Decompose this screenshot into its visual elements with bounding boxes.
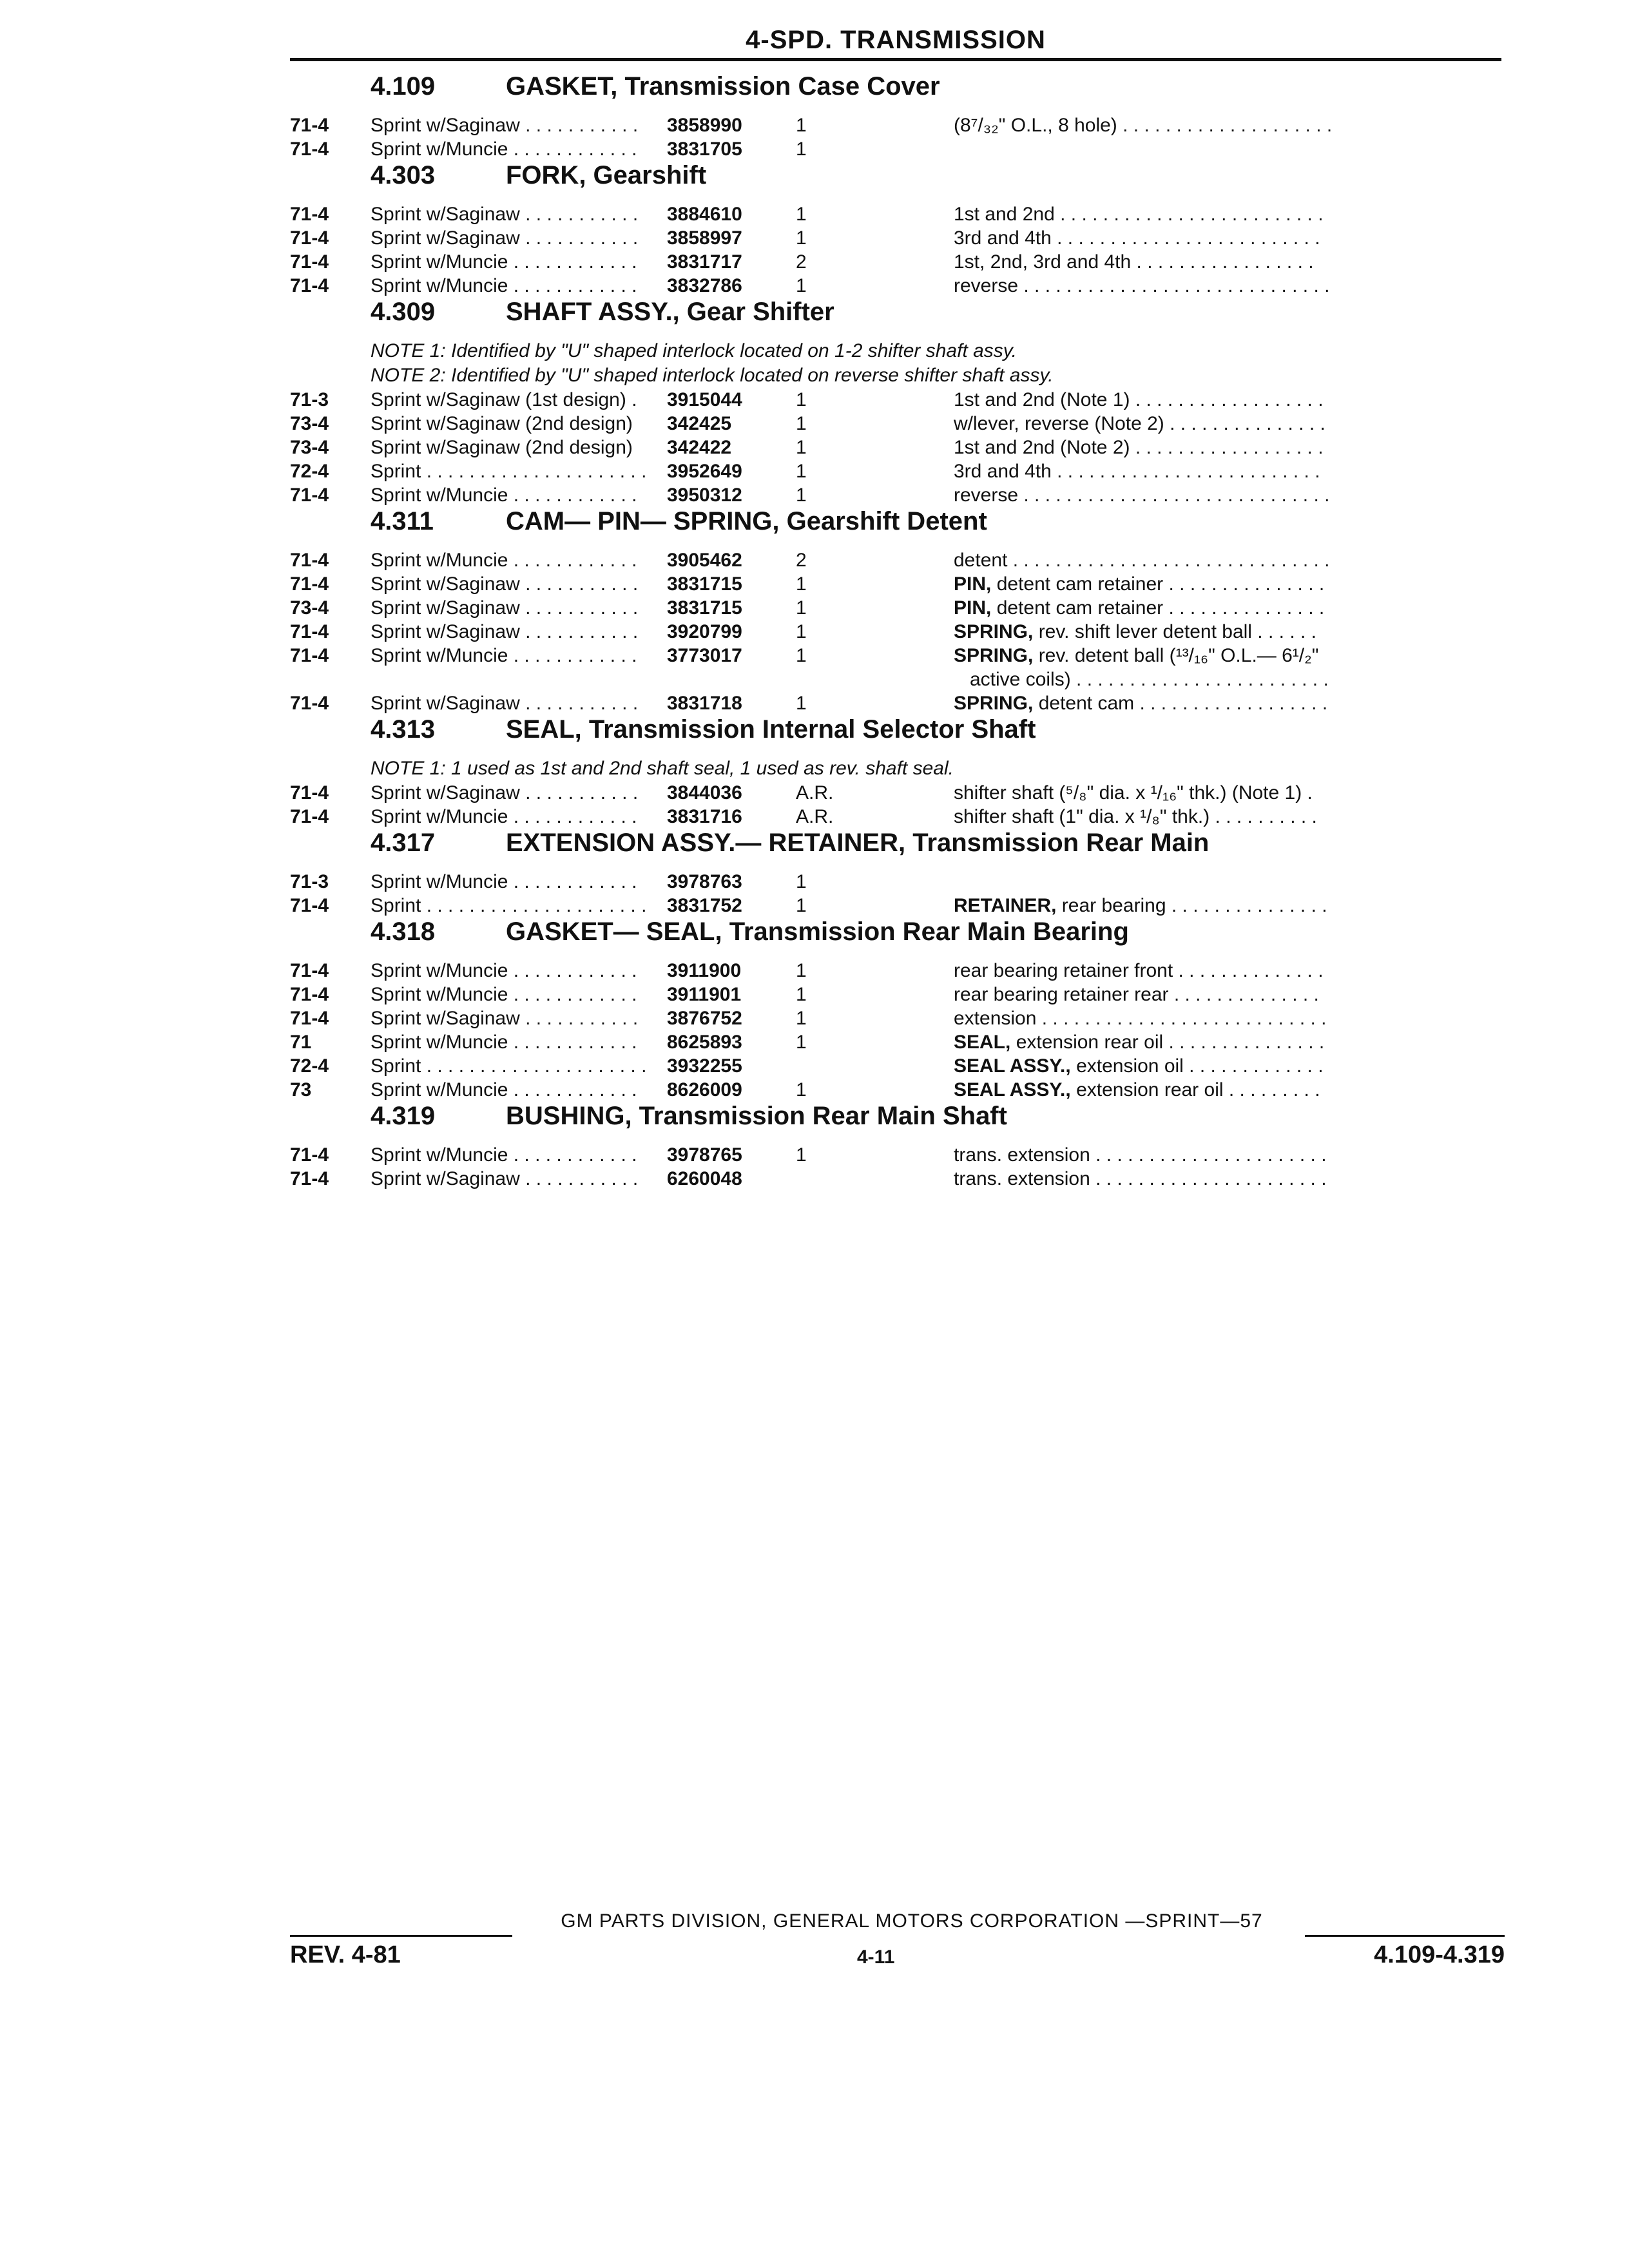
table-row — [290, 274, 1505, 298]
part-number: 3831717 — [667, 251, 742, 273]
description-text: extension rear oil . . . . . . . . . . . . . . . — [1010, 1032, 1325, 1053]
footer-rule-right — [1305, 1935, 1505, 1937]
description-text: detent . . . . . . . . . . . . . . . . . . . . . . . . . . . . . . — [954, 550, 1330, 571]
revision-label: REV. 4-81 — [290, 1941, 401, 1968]
application: Sprint w/Saginaw (1st design) . — [371, 389, 637, 410]
description — [954, 483, 1505, 507]
table-row — [290, 113, 1505, 137]
description-label: SEAL ASSY., — [954, 1079, 1071, 1100]
description-text: 1st, 2nd, 3rd and 4th . . . . . . . . . . . . . . . . . — [954, 251, 1314, 273]
part-number: 3773017 — [667, 645, 742, 666]
model-year: 71-4 — [290, 1144, 329, 1166]
description — [954, 691, 1505, 715]
quantity: 1 — [796, 485, 807, 506]
section-title: GASKET— SEAL, Transmission Rear Main Bearing — [506, 918, 1129, 946]
section-number: 4.313 — [371, 715, 436, 744]
application: Sprint w/Muncie . . . . . . . . . . . . — [371, 806, 637, 827]
quantity: 1 — [796, 960, 807, 981]
description — [954, 596, 1505, 620]
model-year: 71 — [290, 1032, 312, 1053]
application: Sprint w/Muncie . . . . . . . . . . . . — [371, 871, 637, 892]
description-text: 3rd and 4th . . . . . . . . . . . . . . . . . . . . . . . . . — [954, 227, 1320, 249]
application: Sprint w/Muncie . . . . . . . . . . . . — [371, 960, 637, 981]
description-continuation: active coils) . . . . . . . . . . . . . . . . . . . . . . . . — [970, 669, 1329, 690]
model-year: 71-4 — [290, 227, 329, 249]
description-text: reverse . . . . . . . . . . . . . . . . . . . . . . . . . . . . . — [954, 485, 1330, 506]
section-number: 4.311 — [371, 507, 434, 535]
quantity: 1 — [796, 984, 807, 1005]
quantity: 1 — [796, 227, 807, 249]
description-text: rev. shift lever detent ball . . . . . . — [1033, 621, 1316, 642]
model-year: 73 — [290, 1079, 312, 1100]
part-number: 3832786 — [667, 275, 742, 296]
description — [954, 1167, 1505, 1191]
description — [954, 459, 1505, 483]
description-label: PIN, — [954, 597, 992, 619]
description — [954, 113, 1505, 137]
quantity: 2 — [796, 251, 807, 273]
description — [954, 412, 1505, 436]
description — [954, 388, 1505, 412]
model-year: 71-3 — [290, 389, 329, 410]
parts-list — [290, 72, 1505, 1191]
model-year: 71-4 — [290, 1168, 329, 1189]
part-number: 8625893 — [667, 1032, 742, 1053]
section-title: SEAL, Transmission Internal Selector Shaft — [506, 715, 1036, 744]
table-row — [290, 483, 1505, 507]
table-row — [290, 250, 1505, 274]
table-row — [290, 894, 1505, 918]
application: Sprint w/Muncie . . . . . . . . . . . . — [371, 1079, 637, 1100]
footer-organization: GM PARTS DIVISION, GENERAL MOTORS CORPORATION —SPRINT—57 — [561, 1910, 1263, 1932]
part-number: 3905462 — [667, 550, 742, 571]
section-title: EXTENSION ASSY.— RETAINER, Transmission Rear Main — [506, 829, 1210, 857]
part-number: 3831752 — [667, 895, 742, 916]
part-number: 3978763 — [667, 871, 742, 892]
section-4-311 — [290, 507, 1505, 715]
description-text: rear bearing retainer rear . . . . . . . . . . . . . . — [954, 984, 1319, 1005]
section-number: 4.318 — [371, 918, 436, 946]
model-year: 72-4 — [290, 1055, 329, 1077]
application: Sprint w/Saginaw . . . . . . . . . . . — [371, 227, 639, 249]
description-text: rear bearing . . . . . . . . . . . . . . . — [1056, 895, 1327, 916]
description-label: SEAL, — [954, 1032, 1011, 1053]
table-row — [290, 572, 1505, 596]
description — [954, 781, 1505, 805]
description — [954, 1078, 1505, 1102]
model-year: 73-4 — [290, 437, 329, 458]
section-number: 4.109 — [371, 72, 436, 101]
application: Sprint w/Muncie . . . . . . . . . . . . — [371, 984, 637, 1005]
description — [954, 983, 1505, 1006]
table-row — [290, 781, 1505, 805]
section-heading — [290, 298, 1505, 339]
part-number: 3858997 — [667, 227, 742, 249]
application: Sprint w/Muncie . . . . . . . . . . . . — [371, 1032, 637, 1053]
table-row — [290, 202, 1505, 226]
description — [954, 894, 1505, 918]
application: Sprint w/Saginaw . . . . . . . . . . . — [371, 621, 639, 642]
description-text: detent cam retainer . . . . . . . . . . . . . . . — [991, 573, 1325, 595]
section-heading — [290, 161, 1505, 202]
section-note: NOTE 2: Identified by "U" shaped interlock located on reverse shifter shaft assy. — [371, 365, 1054, 386]
part-number: 3831715 — [667, 597, 742, 619]
application: Sprint w/Saginaw . . . . . . . . . . . — [371, 1168, 639, 1189]
application: Sprint w/Muncie . . . . . . . . . . . . — [371, 485, 637, 506]
part-number: 3911901 — [667, 984, 742, 1005]
description-label: SPRING, — [954, 693, 1034, 714]
quantity: 1 — [796, 413, 807, 434]
part-number: 3831705 — [667, 139, 742, 160]
description-text: shifter shaft (1" dia. x ¹/₈" thk.) . . . . . . . . . . — [954, 806, 1317, 827]
page-number: 4-11 — [857, 1946, 895, 1968]
model-year: 71-4 — [290, 645, 329, 666]
description — [954, 1143, 1505, 1167]
application: Sprint w/Saginaw . . . . . . . . . . . — [371, 1008, 639, 1029]
description — [954, 274, 1505, 298]
description-label: SEAL ASSY., — [954, 1055, 1071, 1077]
section-note: NOTE 1: 1 used as 1st and 2nd shaft seal, 1 used as rev. shaft seal. — [371, 758, 954, 779]
model-year: 71-4 — [290, 1008, 329, 1029]
description — [954, 1006, 1505, 1030]
model-year: 71-4 — [290, 115, 329, 136]
description-text: trans. extension . . . . . . . . . . . . . . . . . . . . . . — [954, 1168, 1327, 1189]
table-row — [290, 1054, 1505, 1078]
part-number: 3858990 — [667, 115, 742, 136]
quantity: 1 — [796, 645, 807, 666]
quantity: 1 — [796, 693, 807, 714]
description-text: shifter shaft (⁵/₈" dia. x ¹/₁₆" thk.) (Note 1) . — [954, 782, 1313, 803]
model-year: 71-4 — [290, 275, 329, 296]
application: Sprint w/Saginaw (2nd design) — [371, 413, 633, 434]
part-number: 3884610 — [667, 204, 742, 225]
part-number: 8626009 — [667, 1079, 742, 1100]
description-text: detent cam . . . . . . . . . . . . . . . . . . — [1033, 693, 1328, 714]
quantity: 1 — [796, 437, 807, 458]
description-text: extension rear oil . . . . . . . . . — [1070, 1079, 1320, 1100]
application: Sprint w/Saginaw . . . . . . . . . . . — [371, 115, 639, 136]
section-4-309 — [290, 298, 1505, 507]
part-number: 3911900 — [667, 960, 742, 981]
quantity: 1 — [796, 204, 807, 225]
table-row — [290, 412, 1505, 436]
section-4-318 — [290, 918, 1505, 1102]
application: Sprint w/Muncie . . . . . . . . . . . . — [371, 1144, 637, 1166]
table-row — [290, 548, 1505, 572]
application: Sprint w/Saginaw (2nd design) — [371, 437, 633, 458]
model-year: 71-4 — [290, 573, 329, 595]
description — [954, 620, 1505, 644]
table-row — [290, 226, 1505, 250]
application: Sprint . . . . . . . . . . . . . . . . . . . . . — [371, 1055, 647, 1077]
quantity: 2 — [796, 550, 807, 571]
part-number: 3932255 — [667, 1055, 742, 1077]
part-number: 3978765 — [667, 1144, 742, 1166]
section-title: BUSHING, Transmission Rear Main Shaft — [506, 1102, 1007, 1130]
model-year: 71-4 — [290, 139, 329, 160]
application: Sprint w/Saginaw . . . . . . . . . . . — [371, 204, 639, 225]
description — [954, 436, 1505, 459]
section-heading — [290, 715, 1505, 756]
quantity: 1 — [796, 621, 807, 642]
application: Sprint w/Muncie . . . . . . . . . . . . — [371, 550, 637, 571]
section-4-317 — [290, 829, 1505, 918]
application: Sprint w/Muncie . . . . . . . . . . . . — [371, 275, 637, 296]
quantity: 1 — [796, 1008, 807, 1029]
application: Sprint w/Muncie . . . . . . . . . . . . — [371, 251, 637, 273]
part-number: 342422 — [667, 437, 732, 458]
application: Sprint w/Saginaw . . . . . . . . . . . — [371, 597, 639, 619]
section-heading — [290, 72, 1505, 113]
page-title: 4-SPD. TRANSMISSION — [746, 26, 1046, 54]
part-number: 3844036 — [667, 782, 742, 803]
section-range: 4.109-4.319 — [1374, 1941, 1505, 1968]
section-heading — [290, 507, 1505, 548]
model-year: 73-4 — [290, 413, 329, 434]
table-row — [290, 459, 1505, 483]
description-label: RETAINER, — [954, 895, 1057, 916]
table-row — [290, 436, 1505, 459]
table-row — [290, 644, 1505, 691]
model-year: 71-4 — [290, 693, 329, 714]
table-row — [290, 983, 1505, 1006]
section-number: 4.317 — [371, 829, 436, 857]
quantity: 1 — [796, 115, 807, 136]
table-row — [290, 1078, 1505, 1102]
description-text: 1st and 2nd . . . . . . . . . . . . . . . . . . . . . . . . . — [954, 204, 1324, 225]
model-year: 71-4 — [290, 782, 329, 803]
quantity: 1 — [796, 573, 807, 595]
quantity: 1 — [796, 1144, 807, 1166]
quantity: 1 — [796, 461, 807, 482]
application: Sprint w/Saginaw . . . . . . . . . . . — [371, 693, 639, 714]
description — [954, 1030, 1505, 1054]
footer-rule-left — [290, 1935, 512, 1937]
part-number: 3831715 — [667, 573, 742, 595]
description — [954, 548, 1505, 572]
quantity: 1 — [796, 275, 807, 296]
description-text: rear bearing retainer front . . . . . . . . . . . . . . — [954, 960, 1324, 981]
model-year: 71-4 — [290, 204, 329, 225]
section-title: CAM— PIN— SPRING, Gearshift Detent — [506, 507, 987, 535]
table-row — [290, 137, 1505, 161]
quantity: 1 — [796, 139, 807, 160]
model-year: 71-4 — [290, 895, 329, 916]
description-label: PIN, — [954, 573, 992, 595]
quantity: A.R. — [796, 806, 834, 827]
application: Sprint . . . . . . . . . . . . . . . . . . . . . — [371, 895, 647, 916]
description — [954, 202, 1505, 226]
table-row — [290, 1143, 1505, 1167]
section-heading — [290, 829, 1505, 870]
section-4-313 — [290, 715, 1505, 829]
description-text: detent cam retainer . . . . . . . . . . . . . . . — [991, 597, 1325, 619]
section-title: FORK, Gearshift — [506, 161, 707, 189]
description-text: 3rd and 4th . . . . . . . . . . . . . . . . . . . . . . . . . — [954, 461, 1320, 482]
description — [954, 805, 1505, 829]
table-row — [290, 959, 1505, 983]
model-year: 71-4 — [290, 984, 329, 1005]
model-year: 71-4 — [290, 806, 329, 827]
part-number: 6260048 — [667, 1168, 742, 1189]
table-row — [290, 870, 1505, 894]
model-year: 71-4 — [290, 621, 329, 642]
table-row — [290, 596, 1505, 620]
description-text: 1st and 2nd (Note 1) . . . . . . . . . . . . . . . . . . — [954, 389, 1324, 410]
table-row — [290, 388, 1505, 412]
description — [954, 572, 1505, 596]
table-row — [290, 1030, 1505, 1054]
quantity: A.R. — [796, 782, 834, 803]
part-number: 3876752 — [667, 1008, 742, 1029]
section-4-109 — [290, 72, 1505, 161]
page-header — [290, 22, 1501, 61]
quantity: 1 — [796, 1079, 807, 1100]
model-year: 71-3 — [290, 871, 329, 892]
table-row — [290, 805, 1505, 829]
part-number: 3831718 — [667, 693, 742, 714]
description-text: extension oil . . . . . . . . . . . . . — [1070, 1055, 1324, 1077]
page-footer — [290, 1910, 1505, 1981]
table-row — [290, 691, 1505, 715]
model-year: 73-4 — [290, 597, 329, 619]
description-label: SPRING, — [954, 621, 1034, 642]
section-number: 4.309 — [371, 298, 436, 326]
quantity: 1 — [796, 895, 807, 916]
description-text: rev. detent ball (¹³/₁₆" O.L.— 6¹/₂" — [1033, 645, 1319, 666]
model-year: 71-4 — [290, 550, 329, 571]
section-heading — [290, 1102, 1505, 1143]
part-number: 3920799 — [667, 621, 742, 642]
section-4-303 — [290, 161, 1505, 298]
part-number: 3950312 — [667, 485, 742, 506]
application: Sprint w/Muncie . . . . . . . . . . . . — [371, 139, 637, 160]
description-text: extension . . . . . . . . . . . . . . . . . . . . . . . . . . . — [954, 1008, 1327, 1029]
description — [954, 644, 1505, 691]
section-note: NOTE 1: Identified by "U" shaped interlock located on 1-2 shifter shaft assy. — [371, 340, 1017, 361]
section-title: GASKET, Transmission Case Cover — [506, 72, 940, 101]
application: Sprint w/Saginaw . . . . . . . . . . . — [371, 573, 639, 595]
description-text: 1st and 2nd (Note 2) . . . . . . . . . . . . . . . . . . — [954, 437, 1324, 458]
part-number: 342425 — [667, 413, 732, 434]
table-row — [290, 1006, 1505, 1030]
description — [954, 959, 1505, 983]
description — [954, 226, 1505, 250]
section-title: SHAFT ASSY., Gear Shifter — [506, 298, 834, 326]
section-number: 4.303 — [371, 161, 436, 189]
description — [954, 250, 1505, 274]
table-row — [290, 1167, 1505, 1191]
description — [954, 1054, 1505, 1078]
model-year: 71-4 — [290, 960, 329, 981]
table-row — [290, 620, 1505, 644]
quantity: 1 — [796, 871, 807, 892]
quantity: 1 — [796, 597, 807, 619]
quantity: 1 — [796, 389, 807, 410]
description-text: w/lever, reverse (Note 2) . . . . . . . . . . . . . . . — [954, 413, 1325, 434]
part-number: 3831716 — [667, 806, 742, 827]
application: Sprint w/Saginaw . . . . . . . . . . . — [371, 782, 639, 803]
section-4-319 — [290, 1102, 1505, 1191]
model-year: 71-4 — [290, 485, 329, 506]
section-heading — [290, 918, 1505, 959]
section-number: 4.319 — [371, 1102, 436, 1130]
application: Sprint . . . . . . . . . . . . . . . . . . . . . — [371, 461, 647, 482]
application: Sprint w/Muncie . . . . . . . . . . . . — [371, 645, 637, 666]
part-number: 3952649 — [667, 461, 742, 482]
model-year: 71-4 — [290, 251, 329, 273]
description-text: reverse . . . . . . . . . . . . . . . . . . . . . . . . . . . . . — [954, 275, 1330, 296]
part-number: 3915044 — [667, 389, 742, 410]
description-text: trans. extension . . . . . . . . . . . . . . . . . . . . . . — [954, 1144, 1327, 1166]
description-label: SPRING, — [954, 645, 1034, 666]
model-year: 72-4 — [290, 461, 329, 482]
quantity: 1 — [796, 1032, 807, 1053]
description-text: (8⁷/₃₂" O.L., 8 hole) . . . . . . . . . . . . . . . . . . . . — [954, 115, 1333, 136]
